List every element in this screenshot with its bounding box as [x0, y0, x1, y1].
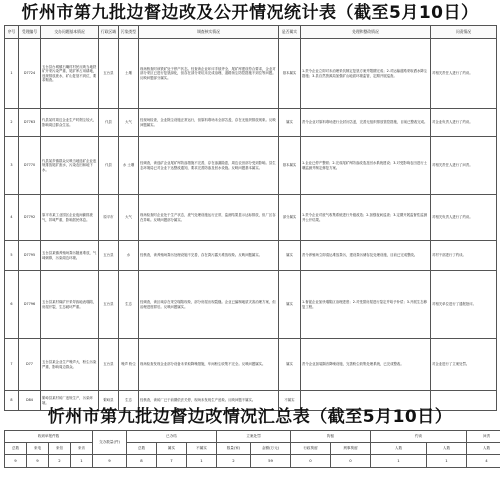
row-handling: 1.责令企业立即对未治理采坑制定复垦方案并限期完成；2.对运输道路采取洒水降尘措施；3.县自然资源局加强矿山地质环境监管，定期开展巡查。	[301, 39, 431, 109]
row-accountability: 对村干部进行了约谈。	[431, 241, 497, 271]
header-cell: 交办问题基本情况	[41, 26, 99, 39]
header-cell: 问责	[467, 431, 500, 443]
row-issue: 五台县某村煤矿开采导致地表塌陷，房屋开裂，生态破坏严重。	[41, 271, 99, 339]
row-investigation: 经核查，该养殖场粪污处理设施不完善，存在粪污露天堆放现象。反映问题属实。	[139, 241, 279, 271]
header-cell: 不属实	[187, 443, 217, 455]
row-area: 五台县	[99, 339, 119, 391]
header-cell: 约谈	[371, 431, 467, 443]
summary-value: 1	[187, 455, 217, 468]
header-cell: 行政区域	[99, 26, 119, 39]
header-cell: 金额(万元)	[251, 443, 291, 455]
row-code: D77	[19, 339, 41, 391]
row-handling: 1.企业已停产整顿；2.完成尾矿库防渗改造及回水系统建设；3.对受影响农田进行土壤监测并制定修复方案。	[301, 137, 431, 195]
row-issue: 繁峙县某村砖厂违规生产，污染环境。	[41, 391, 99, 411]
header-cell: 总数	[127, 443, 157, 455]
row-area: 代县	[99, 137, 119, 195]
summary-value: 2	[217, 455, 251, 468]
row-investigation: 经核查，该砖厂已于前期依法关停，现场未发现生产迹象。反映问题不属实。	[139, 391, 279, 411]
row-type: 生态	[119, 391, 139, 411]
table-row	[5, 109, 497, 137]
row-handling: 1.督促企业加快塌陷区治理进度；2.对受损房屋进行鉴定并给予补偿；3.开展生态修复工程。	[301, 271, 431, 339]
row-handling: 责令企业加装隔音降噪设施，完善粉尘收集处理系统，已完成整改。	[301, 339, 431, 391]
row-investigation: 现场检查发现企业部分设备未采取降噪措施，车间粉尘收集不完全。反映问题属实。	[139, 339, 279, 391]
header-cell: 问责情况	[431, 26, 497, 39]
summary-value: 1	[427, 455, 467, 468]
row-type: 土壤	[119, 39, 139, 109]
table-row	[5, 39, 497, 109]
header-cell: 处理和整改情况	[301, 26, 431, 39]
row-verified: 属实	[279, 339, 301, 391]
table-row	[5, 241, 497, 271]
row-type: 水 土壤	[119, 137, 139, 195]
main-table-header-row	[5, 26, 497, 39]
row-verified: 基本属实	[279, 137, 301, 195]
header-cell: 序号	[5, 26, 19, 39]
header-cell: 调查核实情况	[139, 26, 279, 39]
summary-header-row	[5, 431, 500, 443]
summary-value: 8	[127, 455, 157, 468]
summary-value: 1	[71, 455, 93, 468]
row-investigation: 现场检查时企业处于生产状态，废气处理设施运行正常，监测结果显示达标排放，但厂区存在异味。反映问题部分属实。	[139, 195, 279, 241]
header-cell: 污染类型	[119, 26, 139, 39]
header-cell: 人数	[371, 443, 427, 455]
row-issue: 五台县某企业生产噪声大，粉尘污染严重，影响周边群众。	[41, 339, 99, 391]
row-accountability: 对相关责任人进行了约谈。	[431, 39, 497, 109]
header-cell: 总数	[5, 443, 27, 455]
row-accountability: 对相关单位进行了通报批评。	[431, 271, 497, 339]
row-verified: 基本属实	[279, 39, 301, 109]
row-area: 五台县	[99, 241, 119, 271]
row-area: 繁峙县	[99, 391, 119, 411]
row-verified: 属实	[279, 271, 301, 339]
header-cell: 行政拘留	[291, 443, 331, 455]
row-investigation: 现场核查时该铁矿处于停产状态。经查该企业环评手续齐全，尾矿库建设符合要求，企业对部分采区已进行复垦绿化，但存在部分采坑未完成治理、道路扬尘防控措施不到位等问题。反映问题部分属实。	[139, 39, 279, 109]
row-issue: 代县某乡镇群众反映当地选矿企业违规排放尾矿废水，污染农田和地下水。	[41, 137, 99, 195]
summary-value: 4	[467, 455, 500, 468]
row-type: 噪声 粉尘	[119, 339, 139, 391]
header-cell: 来电	[27, 443, 49, 455]
row-accountability: 对相关负责人进行了约谈。	[431, 195, 497, 241]
row-number: 4	[5, 195, 19, 241]
main-table-title: 忻州市第九批边督边改及公开情况统计表（截至5月10日）	[21, 3, 479, 23]
row-verified: 部分属实	[279, 195, 301, 241]
row-code: D7763	[19, 109, 41, 137]
row-verified: 属实	[279, 241, 301, 271]
header-cell: 拘留	[291, 431, 371, 443]
row-handling: 责令企业对原料堆场进行全封闭苫盖，完善无组织排放管控措施，目前已整改完成。	[301, 109, 431, 137]
summary-values-row	[5, 455, 500, 468]
header-cell: 刑事拘留	[331, 443, 371, 455]
row-code: D84	[19, 391, 41, 411]
table-row	[5, 195, 497, 241]
summary-value: 9	[93, 455, 127, 468]
header-cell: 来访	[71, 443, 93, 455]
petition-statistics-table	[4, 25, 497, 411]
summary-value: 0	[331, 455, 371, 468]
summary-subheader-row	[5, 443, 500, 455]
row-number: 6	[5, 271, 19, 339]
summary-value: 7	[157, 455, 187, 468]
row-verified: 不属实	[279, 391, 301, 411]
row-code: D7796	[19, 271, 41, 339]
summary-table	[4, 430, 500, 468]
table-row	[5, 271, 497, 339]
header-cell: 收到举报件数	[5, 431, 93, 443]
row-code: D7724	[19, 39, 41, 109]
row-type: 大气	[119, 109, 139, 137]
row-number: 1	[5, 39, 19, 109]
row-investigation: 经调查，该区域存在采空塌陷现象，部分房屋出现裂缝。企业已编制地质灾害治理方案，但治理进度滞后。反映问题属实。	[139, 271, 279, 339]
summary-value: 9	[27, 455, 49, 468]
row-investigation: 经现场检查，企业除尘设施正常运行，但原料堆场未全部苫盖，存在无组织排放现象。反映问题属实。	[139, 109, 279, 137]
row-handling: 1.责令企业对废气收集系统进行升级改造；2.加强夜间巡查；3.定期开展监督性监测并公开结果。	[301, 195, 431, 241]
row-accountability: 对相关责任人进行了问责。	[431, 137, 497, 195]
row-issue: 五台县某镇养殖场粪污随意堆放，气味刺鼻，污染周边环境。	[41, 241, 99, 271]
header-cell: 立案处罚	[217, 431, 291, 443]
row-number: 3	[5, 137, 19, 195]
summary-value: 0	[291, 455, 331, 468]
row-number: 2	[5, 109, 19, 137]
header-cell: 受理编号	[19, 26, 41, 39]
row-issue: 五台县台城镇石嘴村村民反映当地铁矿开采污染严重，尾矿库占用耕地，违规排放废水，矿山复垦不到位，要求彻查。	[41, 39, 99, 109]
header-cell: 数量(家)	[217, 443, 251, 455]
header-cell: 已办结	[127, 431, 217, 443]
row-area: 代县	[99, 109, 119, 137]
row-verified: 属实	[279, 109, 301, 137]
summary-value: 59	[251, 455, 291, 468]
row-issue: 代县某村周边企业生产时烟尘较大，影响周边群众生活。	[41, 109, 99, 137]
summary-value: 9	[5, 455, 27, 468]
row-code: D7795	[19, 241, 41, 271]
row-accountability: 对企业进行了立案处罚。	[431, 339, 497, 391]
row-type: 大气	[119, 195, 139, 241]
row-code: D7792	[19, 195, 41, 241]
row-area: 五台县	[99, 271, 119, 339]
row-investigation: 经调查，该选矿企业尾矿库防渗措施不完善，存在渗漏隐患，周边农田部分受到影响。县生态环境局已对企业下达整改通知，要求完善防渗及回水设施。反映问题基本属实。	[139, 137, 279, 195]
row-accountability: 对企业负责人进行了约谈。	[431, 109, 497, 137]
summary-value: 2	[49, 455, 71, 468]
header-cell: 是否属实	[279, 26, 301, 39]
row-area: 原平市	[99, 195, 119, 241]
summary-value: 1	[371, 455, 427, 468]
row-handling: 责令养殖场立即清运堆放粪污，建设粪污储存及处理设施，目前已完成整改。	[301, 241, 431, 271]
table-row	[5, 339, 497, 391]
header-cell: 人数	[467, 443, 500, 455]
row-type: 生态	[119, 271, 139, 339]
summary-table-title: 忻州市第九批边督边改情况汇总表（截至5月10日）	[47, 407, 453, 427]
row-number: 7	[5, 339, 19, 391]
row-number: 5	[5, 241, 19, 271]
row-number: 8	[5, 391, 19, 411]
header-cell: 交办数量(件)	[93, 431, 127, 455]
row-type: 水	[119, 241, 139, 271]
header-cell: 属实	[157, 443, 187, 455]
header-cell: 人数	[427, 443, 467, 455]
row-area: 五台县	[99, 39, 119, 109]
table-row	[5, 137, 497, 195]
row-issue: 原平市某工业园区企业夜间偷排废气，异味严重，影响居民休息。	[41, 195, 99, 241]
header-cell: 来信	[49, 443, 71, 455]
row-code: D7770	[19, 137, 41, 195]
